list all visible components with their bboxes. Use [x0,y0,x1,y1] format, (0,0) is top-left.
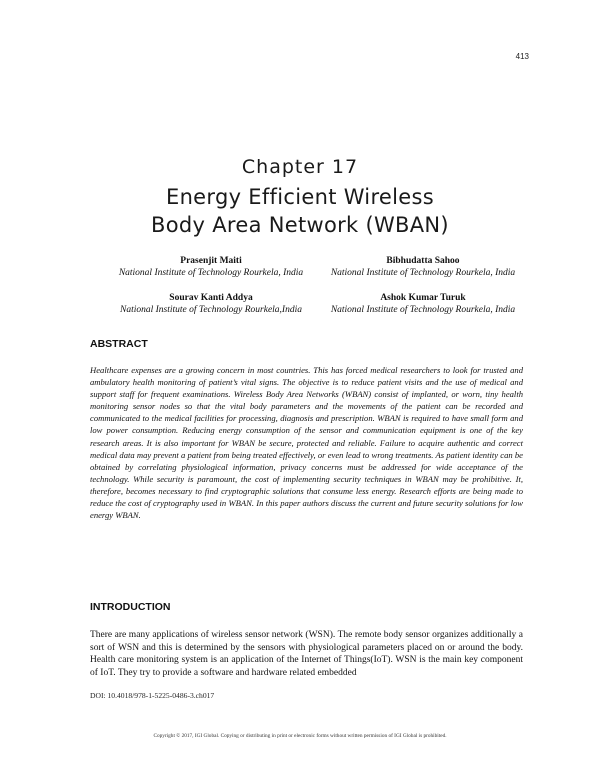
introduction-text: There are many applications of wireless sensor network (WSN). The remote body sensor organizes additionally a sort of WSN and this is determined by the sensors with physiological parameters placed on or around the body. Health care monitoring system is an application of the Internet of Things(IoT). WSN is the main key component of IoT. They try to provide a software and hardware related embedded [90,630,523,678]
author-affiliation: National Institute of Technology Rourkela,India [120,305,302,315]
doi-line: DOI: 10.4018/978-1-5225-0486-3.ch017 [90,691,215,700]
author-affiliation: National Institute of Technology Rourkela, India [330,305,516,315]
chapter-label: Chapter 17 [241,156,359,178]
author-name: Bibhudatta Sahoo [386,256,460,266]
abstract-text: Healthcare expenses are a growing concern in most countries. This has forced medical researchers to look for trusted and ambulatory health monitoring of patient’s vital signs. The objective is to reduce patient visits and the use of medical and support staff for frequent examinations. Wireless Body Area Networks (WBAN) consist of implanted, or worn, tiny health monitoring sensor nodes so that the vital body parameters and the movements of the patient can be recorded and communicated to the medical facilities for processing, diagnosis and prescription. WBAN is required to have small form and low power consumption. Reducing energy consumption of the sensor and communication equipment is one of the key research areas. It is also important for WBAN be secure, protected and reliable. Failure to acquire authentic and correct medical data may prevent a patient from being treated effectively, or even lead to wrong treatments. As patient identity can be obtained by correlating physiological information, privacy concerns must be addressed for wide acceptance of the technology. While security is paramount, the cost of implementing security techniques in WBAN may be prohibitive. It, therefore, becomes necessary to find cryptographic solutions that consume less energy. Research efforts are being made to reduce the cost of cryptography used in WBAN. In this paper authors discuss the current and future security solutions for low energy WBAN. [90,365,523,521]
author-name: Prasenjit Maiti [180,256,242,266]
chapter-title-line-2: Body Area Network (WBAN) [151,213,449,237]
author-block [298,255,548,279]
page-number: 413 [515,52,529,61]
abstract-heading: ABSTRACT [90,338,148,350]
author-block [298,292,548,316]
author-name: Ashok Kumar Turuk [380,293,466,303]
chapter-title-line-1: Energy Efficient Wireless [166,185,434,209]
chapter-title [0,183,600,239]
author-affiliation: National Institute of Technology Rourkela, India [118,268,304,278]
author-name: Sourav Kanti Addya [169,293,253,303]
author-affiliation: National Institute of Technology Rourkela, India [330,268,516,278]
copyright-notice: Copyright © 2017, IGI Global. Copying or distributing in print or electronic forms without written permission of IGI Global is prohibited. [153,733,447,739]
introduction-heading: INTRODUCTION [90,601,171,613]
